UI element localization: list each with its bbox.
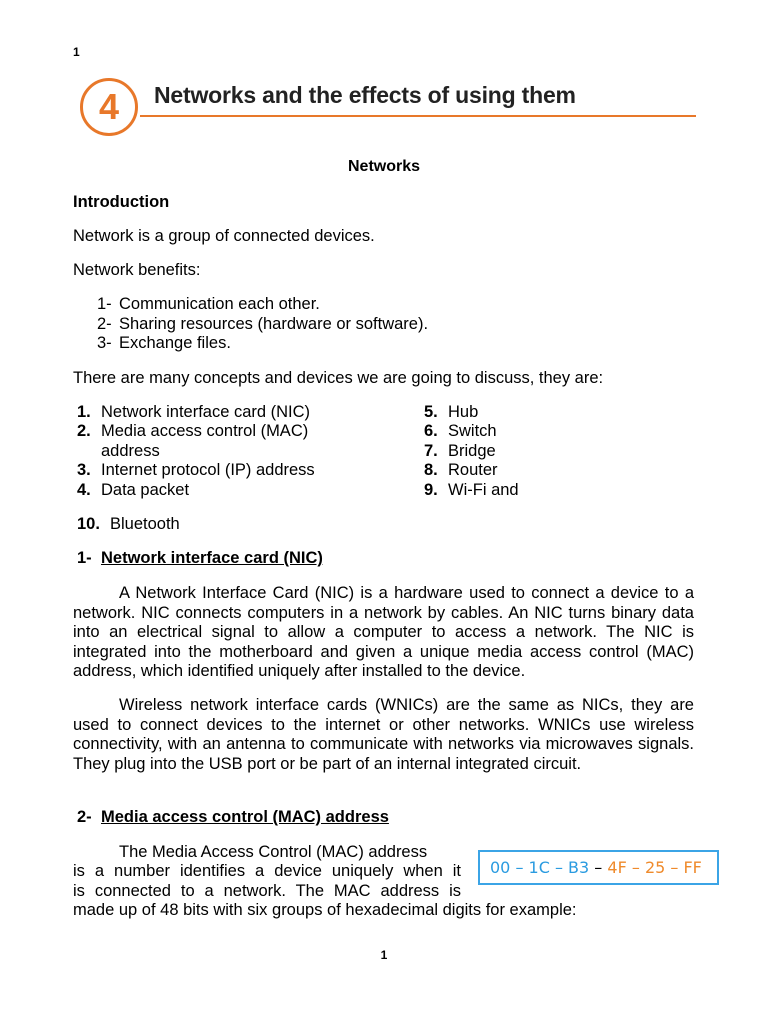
concept-num: 1. [77, 403, 91, 421]
nic-paragraph-2 [73, 696, 694, 774]
chapter-banner [78, 76, 696, 146]
concept-item [424, 403, 478, 423]
concept-num: 4. [77, 481, 91, 499]
concept-item [77, 481, 189, 501]
concept-text: Router [448, 461, 498, 479]
concept-text: Bridge [448, 442, 496, 460]
mac-heading-num: 2- [77, 808, 92, 826]
concept-num: 5. [424, 403, 438, 421]
benefit-text: Sharing resources (hardware or software). [119, 315, 429, 333]
mac-heading [77, 808, 389, 828]
concept-num: 9. [424, 481, 438, 499]
nic-heading-text: Network interface card (NIC) [101, 549, 323, 567]
concept-item [77, 442, 160, 462]
benefit-item [97, 295, 320, 315]
mac-line: The Media Access Control (MAC) address [119, 843, 428, 861]
benefit-num: 2- [97, 315, 112, 333]
page-number-bottom: 1 [380, 948, 388, 962]
mac-example-part1: 00 – 1C – B3 [490, 858, 590, 877]
concept-item [77, 403, 310, 423]
nic-paragraph-2-text: Wireless network interface cards (WNICs) are the same as NICs, they are used to connect devices to the internet or other networks. WNICs use wireless connectivity, with an antenna to communicate with networks via microwaves signals. They plug into the USB port or be part of an internal integrated circuit. [73, 696, 694, 773]
benefit-text: Exchange files. [119, 334, 231, 352]
concept-text: Hub [448, 403, 479, 421]
concept-text: Bluetooth [110, 515, 180, 533]
concept-text: Wi-Fi and [448, 481, 519, 499]
concept-item [77, 515, 180, 535]
concept-num: 8. [424, 461, 438, 479]
mac-heading-text: Media access control (MAC) address [101, 808, 389, 826]
section-title: Networks [347, 158, 421, 175]
concept-num: 10. [77, 515, 100, 533]
concepts-intro: There are many concepts and devices we are going to discuss, they are: [73, 369, 604, 387]
concept-num: 7. [424, 442, 438, 460]
concept-item [424, 461, 498, 481]
intro-text: Network is a group of connected devices. [73, 227, 375, 245]
nic-paragraph-1-text: A Network Interface Card (NIC) is a hardware used to connect a device to a network. NIC connects computers in a network by cables. An NIC turns binary data into an electrical signal to allow a computer to access a network. The NIC is integrated into the motherboard and given a unique media access control (MAC) address, which identified uniquely after installed to the device. [73, 584, 694, 681]
benefit-item [97, 315, 428, 335]
concept-item [77, 422, 308, 442]
mac-example-box [478, 850, 719, 885]
benefit-num: 3- [97, 334, 112, 352]
mac-example-separator: – [589, 858, 608, 877]
concept-item [77, 461, 315, 481]
concept-num: 2. [77, 422, 91, 440]
mac-line: is a number identifies a device uniquely when it [73, 862, 461, 880]
benefits-label: Network benefits: [73, 261, 201, 279]
nic-heading-num: 1- [77, 549, 92, 567]
mac-line: is connected to a network. The MAC address is [73, 882, 461, 900]
chapter-number: 4 [98, 86, 120, 127]
concept-text: Switch [448, 422, 497, 440]
mac-example-part2: 4F – 25 – FF [607, 858, 702, 877]
nic-heading [77, 549, 323, 569]
concept-text: Internet protocol (IP) address [101, 461, 315, 479]
intro-heading: Introduction [73, 193, 170, 211]
nic-paragraph-1 [73, 584, 694, 682]
concept-text: Media access control (MAC) [101, 422, 309, 440]
concept-text: address [101, 442, 160, 460]
chapter-rule [140, 115, 696, 117]
concept-item [424, 442, 496, 462]
mac-line: made up of 48 bits with six groups of hexadecimal digits for example: [73, 901, 577, 919]
concept-num: 6. [424, 422, 438, 440]
benefit-item [97, 334, 231, 354]
benefit-text: Communication each other. [119, 295, 320, 313]
benefit-num: 1- [97, 295, 112, 313]
chapter-title: Networks and the effects of using them [154, 82, 576, 108]
concept-text: Network interface card (NIC) [101, 403, 311, 421]
concept-text: Data packet [101, 481, 190, 499]
concept-item [424, 481, 519, 501]
concept-num: 3. [77, 461, 91, 479]
page-number-top: 1 [73, 45, 80, 59]
concept-item [424, 422, 497, 442]
